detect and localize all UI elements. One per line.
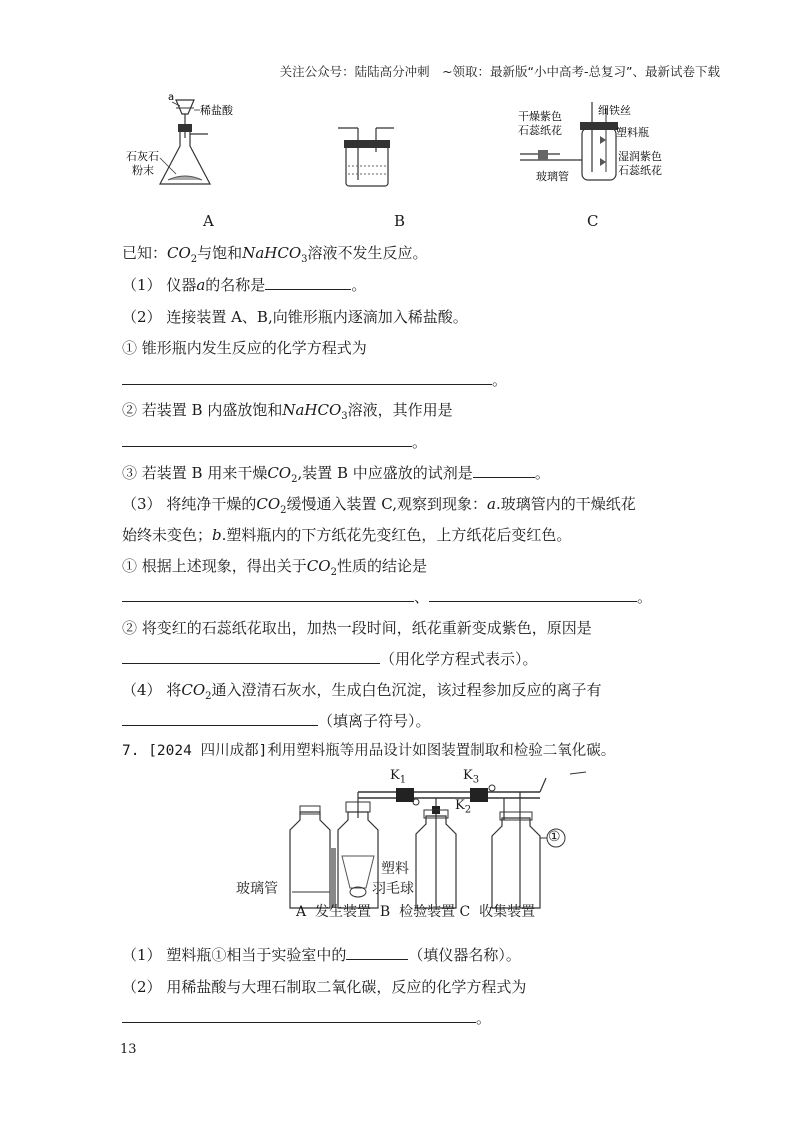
label-glass-tube-7: 玻璃管 bbox=[236, 881, 278, 897]
answer-blank[interactable] bbox=[122, 432, 412, 447]
question-2-2-answer: 。 bbox=[122, 432, 427, 452]
question-2-2: ② 若装置 B 内盛放饱和NaHCO$_3$溶液，其作用是 bbox=[122, 401, 453, 422]
label-wet-2: 石蕊纸花 bbox=[618, 164, 662, 177]
answer-blank[interactable] bbox=[122, 649, 380, 664]
question-1: （1） 仪器a的名称是 。 bbox=[122, 276, 367, 294]
label-k3: $K_3$ bbox=[463, 768, 480, 786]
answer-blank[interactable] bbox=[429, 587, 637, 602]
label-glass-tube: 玻璃管 bbox=[536, 170, 569, 183]
label-shuttlecock: 羽毛球 bbox=[372, 881, 414, 897]
label-plastic: 塑料 bbox=[381, 861, 409, 877]
answer-blank[interactable] bbox=[346, 945, 408, 960]
question-2-3: ③ 若装置 B 用来干燥$CO_2$,装置 B 中应盛放的试剂是 。 bbox=[122, 464, 550, 485]
question-3-2: ② 将变红的石蕊纸花取出，加热一段时间，纸花重新变成紫色，原因是 bbox=[122, 619, 592, 637]
label-limestone-2: 粉末 bbox=[132, 164, 154, 177]
label-wet-1: 湿润紫色 bbox=[618, 150, 662, 163]
answer-blank[interactable] bbox=[265, 275, 351, 290]
figure-label-b: B bbox=[394, 212, 406, 230]
question-3-1: ① 根据上述现象，得出关于$CO_2$性质的结论是 bbox=[122, 557, 427, 578]
question-2-1: ① 锥形瓶内发生反应的化学方程式为 bbox=[122, 339, 367, 357]
label-a-letter: a bbox=[168, 92, 175, 103]
label-limestone-1: 石灰石 bbox=[126, 150, 159, 163]
question-2: （2） 连接装置 A、B,向锥形瓶内逐滴加入稀盐酸。 bbox=[122, 308, 468, 326]
label-acid: 稀盐酸 bbox=[200, 104, 233, 117]
answer-blank[interactable] bbox=[122, 1008, 476, 1023]
label-plastic-bottle: 塑料瓶 bbox=[616, 126, 649, 139]
answer-blank[interactable] bbox=[473, 463, 535, 478]
answer-blank[interactable] bbox=[122, 587, 414, 602]
label-bottle-1: ① bbox=[548, 829, 561, 845]
known-line: 已知：$CO_2$与饱和NaHCO$_3$溶液不发生反应。 bbox=[122, 244, 428, 265]
label-k2: $K_2$ bbox=[455, 798, 472, 816]
figure-7-caption: A 发生装置 B 检验装置 C 收集装置 bbox=[296, 904, 536, 920]
top-apparatus-figure bbox=[120, 88, 680, 200]
question-7-1: （1） 塑料瓶①相当于实验室中的 （填仪器名称）。 bbox=[122, 946, 521, 964]
figure-b-bottle bbox=[338, 128, 394, 186]
figure-label-a: A bbox=[203, 212, 214, 230]
answer-blank[interactable] bbox=[122, 711, 318, 726]
question-3-2-answer: （用化学方程式表示）。 bbox=[122, 649, 538, 669]
question-2-1-answer: 。 bbox=[122, 370, 507, 390]
label-dry-1: 干燥紫色 bbox=[518, 110, 562, 123]
figure-label-c: C bbox=[587, 212, 599, 230]
label-dry-2: 石蕊纸花 bbox=[518, 124, 562, 137]
question-4-answer: （填离子符号）。 bbox=[122, 711, 431, 731]
question-7-2: （2） 用稀盐酸与大理石制取二氧化碳，反应的化学方程式为 bbox=[122, 978, 527, 996]
label-wire: 细铁丝 bbox=[598, 104, 631, 117]
answer-blank[interactable] bbox=[122, 370, 492, 385]
page-number: 13 bbox=[120, 1042, 137, 1057]
question-7: 7. [2024 四川成都]利用塑料瓶等用品设计如图装置制取和检验二氧化碳。 bbox=[122, 743, 616, 759]
question-4: （4） 将$CO_2$通入澄清石灰水，生成白色沉淀，该过程参加反应的离子有 bbox=[122, 681, 602, 702]
question-3-1-answer: 、 。 bbox=[122, 587, 652, 607]
label-k1: $K_1$ bbox=[390, 768, 407, 786]
question-3: （3） 将纯净干燥的$CO_2$缓慢通入装置 C,观察到现象：a.玻璃管内的干燥纸花 bbox=[122, 495, 636, 516]
question-3-cont: 始终未变色；b.塑料瓶内的下方纸花先变红色，上方纸花后变红色。 bbox=[122, 526, 572, 544]
page-header: 关注公众号：陆陆高分冲刺 ~领取：最新版“小中高考-总复习”、最新试卷下载 bbox=[279, 64, 720, 79]
question-7-2-answer: 。 bbox=[122, 1008, 491, 1028]
